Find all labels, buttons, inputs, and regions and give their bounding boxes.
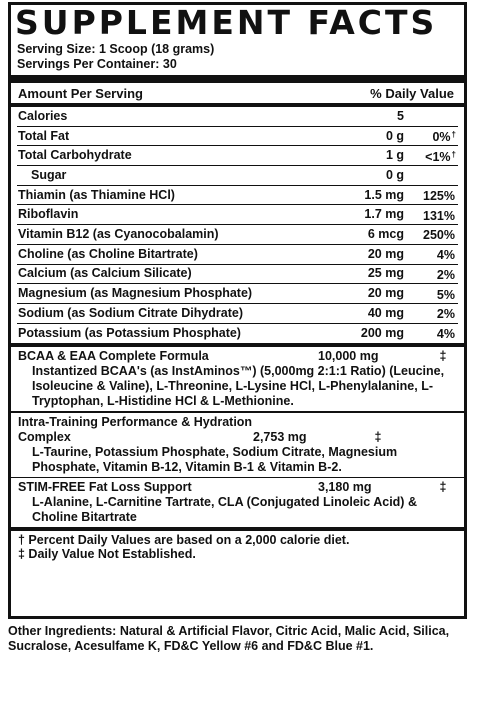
- nutrient-dv: 250%: [423, 228, 455, 243]
- blend-description: L-Alanine, L-Carnitine Tartrate, CLA (Conjugated Linoleic Acid) & Choline Bitartrate: [32, 495, 417, 525]
- table-row: [17, 166, 458, 186]
- nutrient-amount: 25 mg: [367, 266, 404, 281]
- nutrient-name: Sodium (as Sodium Citrate Dihydrate): [18, 305, 244, 320]
- nutrient-amount: 1 g: [385, 148, 404, 163]
- nutrient-name: Potassium (as Potassium Phosphate): [18, 325, 241, 340]
- nutrient-amount: 20 mg: [367, 286, 404, 301]
- blend-name: BCAA & EAA Complete Formula: [18, 349, 209, 364]
- table-header: [17, 83, 458, 103]
- blend-dv: ‡: [439, 480, 447, 495]
- nutrient-name: Choline (as Choline Bitartrate): [18, 246, 198, 261]
- blend-amount: 3,180 mg: [318, 480, 372, 495]
- table-row: [17, 284, 458, 304]
- blend-description: Instantized BCAA's (as InstAminos™) (5,000mg 2:1:1 Ratio) (Leucine, Isoleucine & Valine), L-Threonine, L-Lysine HCl, L-Phenylalanine, L-Tryptophan, L-Histidine HCl & L-Methionine.: [32, 364, 445, 409]
- nutrient-amount: 0 g: [385, 128, 404, 143]
- other-ingredients: [8, 624, 468, 653]
- blend-fat-loss: [17, 478, 458, 527]
- nutrient-dv: 4%: [436, 248, 455, 263]
- table-row: [17, 265, 458, 285]
- nutrient-amount: 6 mcg: [367, 226, 404, 241]
- footnote-percent-dv: † Percent Daily Values are based on a 2,000 calorie diet.: [18, 533, 350, 548]
- nutrient-name: Calcium (as Calcium Silicate): [18, 266, 192, 281]
- nutrient-table: [17, 107, 458, 343]
- nutrient-name: Thiamin (as Thiamine HCl): [18, 187, 175, 202]
- thick-divider: [11, 75, 464, 83]
- nutrient-amount: 5: [397, 108, 404, 123]
- servings-per-container: Servings Per Container: 30: [17, 57, 177, 71]
- nutrient-dv: 131%: [423, 208, 455, 223]
- other-ingredients-label: Other Ingredients:: [8, 624, 117, 638]
- nutrient-amount: 1.7 mg: [364, 207, 404, 222]
- panel-title: SUPPLEMENT FACTS: [15, 3, 438, 42]
- nutrient-amount: 0 g: [385, 167, 404, 182]
- nutrient-dv: 2%: [436, 307, 455, 322]
- nutrient-name: Calories: [18, 108, 68, 123]
- nutrient-dv: [404, 107, 458, 125]
- nutrient-amount: 40 mg: [367, 305, 404, 320]
- table-row: [17, 245, 458, 265]
- daily-value-header: % Daily Value: [370, 86, 454, 101]
- blend-bcaa: [17, 347, 458, 411]
- table-row: [17, 186, 458, 206]
- table-row: [17, 127, 458, 147]
- blend-dv: ‡: [439, 349, 447, 364]
- table-row: [17, 107, 458, 127]
- nutrient-dv: <1%†: [425, 149, 456, 164]
- table-row: [17, 324, 458, 344]
- blend-name: STIM-FREE Fat Loss Support: [18, 480, 192, 495]
- blend-amount: 10,000 mg: [318, 349, 379, 364]
- table-row: [17, 146, 458, 166]
- nutrient-amount: 1.5 mg: [364, 187, 404, 202]
- nutrient-name: Magnesium (as Magnesium Phosphate): [18, 286, 253, 301]
- nutrient-name: Vitamin B12 (as Cyanocobalamin): [18, 226, 219, 241]
- blend-amount: 2,753 mg: [253, 429, 307, 444]
- blend-name: Intra-Training Performance & Hydration Complex: [18, 414, 253, 444]
- serving-size: Serving Size: 1 Scoop (18 grams): [17, 42, 215, 56]
- nutrient-name: Total Carbohydrate: [18, 148, 132, 163]
- nutrient-dv: [404, 166, 458, 184]
- blend-description: L-Taurine, Potassium Phosphate, Sodium Citrate, Magnesium Phosphate, Vitamin B-12, Vitamin B-1 & Vitamin B-2.: [32, 444, 398, 474]
- nutrient-name: Riboflavin: [18, 207, 79, 222]
- nutrient-amount: 20 mg: [367, 246, 404, 261]
- amount-per-serving-header: Amount Per Serving: [18, 86, 143, 101]
- nutrient-dv: 4%: [436, 327, 455, 342]
- blend-hydration: [17, 413, 458, 477]
- footnote-dv-not-established: ‡ Daily Value Not Established.: [18, 547, 196, 562]
- nutrient-amount: 200 mg: [360, 325, 404, 340]
- nutrient-dv: 0%†: [432, 130, 456, 145]
- nutrient-dv: 2%: [436, 267, 455, 282]
- blend-dv: ‡: [374, 429, 382, 444]
- table-row: [17, 225, 458, 245]
- supplement-facts-panel: [8, 2, 467, 619]
- table-row: [17, 205, 458, 225]
- nutrient-name: Total Fat: [18, 128, 70, 143]
- nutrient-dv: 5%: [436, 287, 455, 302]
- nutrient-dv: 125%: [423, 189, 455, 204]
- other-ingredients-text: Natural & Artificial Flavor, Citric Acid, Malic Acid, Silica, Sucralose, Acesulfame K, FD&C Yellow #6 and FD&C Blue #1.: [8, 624, 450, 653]
- table-row: [17, 304, 458, 324]
- nutrient-name: Sugar: [31, 167, 67, 182]
